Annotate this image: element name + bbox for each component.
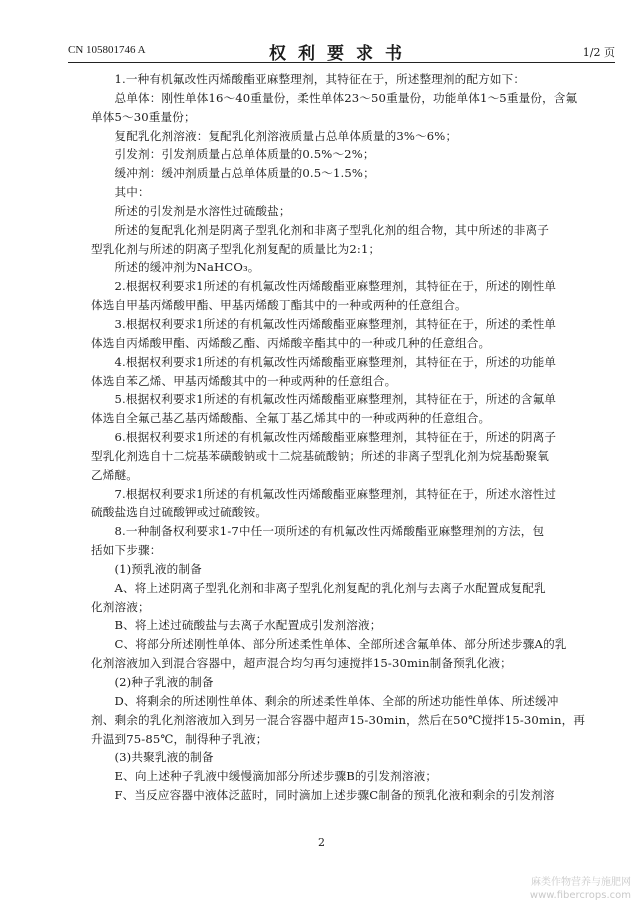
claim-text-line: D、将剩余的所述刚性单体、剩余的所述柔性单体、全部的所述功能性单体、所述缓冲	[91, 693, 559, 708]
claim-text-line: 缓冲剂：缓冲剂质量占总单体质量的0.5～1.5%；	[91, 166, 375, 181]
claim-text-line: F、当反应容器中液体泛蓝时，同时滴加上述步骤C制备的预乳化液和剩余的引发剂溶	[91, 788, 555, 803]
claim-text-line: 升温到75-85℃，制得种子乳液；	[91, 731, 268, 746]
claim-text-line: 单体5～30重量份；	[91, 109, 196, 124]
claim-text-line: 2.根据权利要求1所述的有机氟改性丙烯酸酯亚麻整理剂，其特征在于，所述的刚性单	[91, 279, 557, 294]
claim-text-line: 其中：	[91, 185, 150, 200]
claim-text-line: C、将部分所述刚性单体、部分所述柔性单体、全部所述含氟单体、部分所述步骤A的乳	[91, 637, 567, 652]
claim-text-line: 体选自甲基丙烯酸甲酯、甲基丙烯酸丁酯其中的一种或两种的任意组合。	[91, 298, 467, 313]
claim-text-line: 所述的引发剂是水溶性过硫酸盐；	[91, 203, 291, 218]
claim-text-line: 括如下步骤：	[91, 543, 162, 558]
claim-text-line: 所述的缓冲剂为NaHCO₃。	[91, 260, 260, 275]
claim-text-line: 8.一种制备权利要求1-7中任一项所述的有机氟改性丙烯酸酯亚麻整理剂的方法，包	[91, 524, 545, 539]
document-number: CN 105801746 A	[68, 44, 146, 56]
claim-text-line: 所述的复配乳化剂是阴离子型乳化剂和非离子型乳化剂的组合物，其中所述的非离子	[91, 222, 550, 237]
claim-text-line: 3.根据权利要求1所述的有机氟改性丙烯酸酯亚麻整理剂，其特征在于，所述的柔性单	[91, 316, 557, 331]
claim-text-line: 4.根据权利要求1所述的有机氟改性丙烯酸酯亚麻整理剂，其特征在于，所述的功能单	[91, 354, 557, 369]
claim-text-line: (1)预乳液的制备	[91, 561, 202, 576]
claim-text-line: B、将上述过硫酸盐与去离子水配置成引发剂溶液；	[91, 618, 382, 633]
claim-text-line: 复配乳化剂溶液：复配乳化剂溶液质量占总单体质量的3%～6%；	[91, 128, 458, 143]
claim-text-line: A、将上述阴离子型乳化剂和非离子型乳化剂复配的乳化剂与去离子水配置成复配乳	[91, 580, 546, 595]
watermark-site-name: 麻类作物营养与施肥网	[531, 877, 631, 888]
page-header	[68, 38, 615, 63]
page-indicator: 1/2 页	[582, 46, 615, 59]
claim-text-line: 剂、剩余的乳化剂溶液加入到另一混合容器中超声15-30min，然后在50℃搅拌15-30min，再	[91, 712, 586, 727]
claim-text-line: 总单体：刚性单体16～40重量份，柔性单体23～50重量份，功能单体1～5重量份，含氟	[91, 90, 578, 105]
claims-body	[91, 70, 610, 805]
page-number: 2	[318, 836, 325, 849]
claim-text-line: 5.根据权利要求1所述的有机氟改性丙烯酸酯亚麻整理剂，其特征在于，所述的含氟单	[91, 392, 557, 407]
claim-text-line: 型乳化剂选自十二烷基苯磺酸钠或十二烷基硫酸钠；所述的非离子型乳化剂为烷基酚聚氧	[91, 448, 550, 463]
claim-text-line: 体选自全氟己基乙基丙烯酸酯、全氟丁基乙烯其中的一种或两种的任意组合。	[91, 411, 491, 426]
claim-text-line: 引发剂：引发剂质量占总单体质量的0.5%～2%；	[91, 147, 375, 162]
watermark	[530, 876, 631, 902]
claim-text-line: 化剂溶液加入到混合容器中，超声混合均匀再匀速搅拌15-30min制备预乳化液；	[91, 656, 512, 671]
claim-text-line: 化剂溶液；	[91, 599, 150, 614]
claim-text-line: 体选自苯乙烯、甲基丙烯酸其中的一种或两种的任意组合。	[91, 373, 397, 388]
claim-text-line: 型乳化剂与所述的阴离子型乳化剂复配的质量比为2:1；	[91, 241, 381, 256]
claim-text-line: 硫酸盐选自过硫酸钾或过硫酸铵。	[91, 505, 268, 520]
claim-text-line: 6.根据权利要求1所述的有机氟改性丙烯酸酯亚麻整理剂，其特征在于，所述的阴离子	[91, 430, 557, 445]
claim-text-line: 体选自丙烯酸甲酯、丙烯酸乙酯、丙烯酸辛酯其中的一种或几种的任意组合。	[91, 335, 491, 350]
claim-text-line: (3)共聚乳液的制备	[91, 750, 214, 765]
claim-text-line: (2)种子乳液的制备	[91, 675, 214, 689]
claim-text-line: 1.一种有机氟改性丙烯酸酯亚麻整理剂，其特征在于，所述整理剂的配方如下：	[91, 72, 526, 86]
claim-text-line: 乙烯醚。	[91, 467, 138, 482]
page-title: 权利要求书	[269, 44, 414, 64]
claim-text-line: E、向上述种子乳液中缓慢滴加部分所述步骤B的引发剂溶液；	[91, 769, 438, 784]
watermark-url: www.fibercrops.com	[529, 890, 631, 901]
claim-text-line: 7.根据权利要求1所述的有机氟改性丙烯酸酯亚麻整理剂，其特征在于，所述水溶性过	[91, 486, 557, 501]
